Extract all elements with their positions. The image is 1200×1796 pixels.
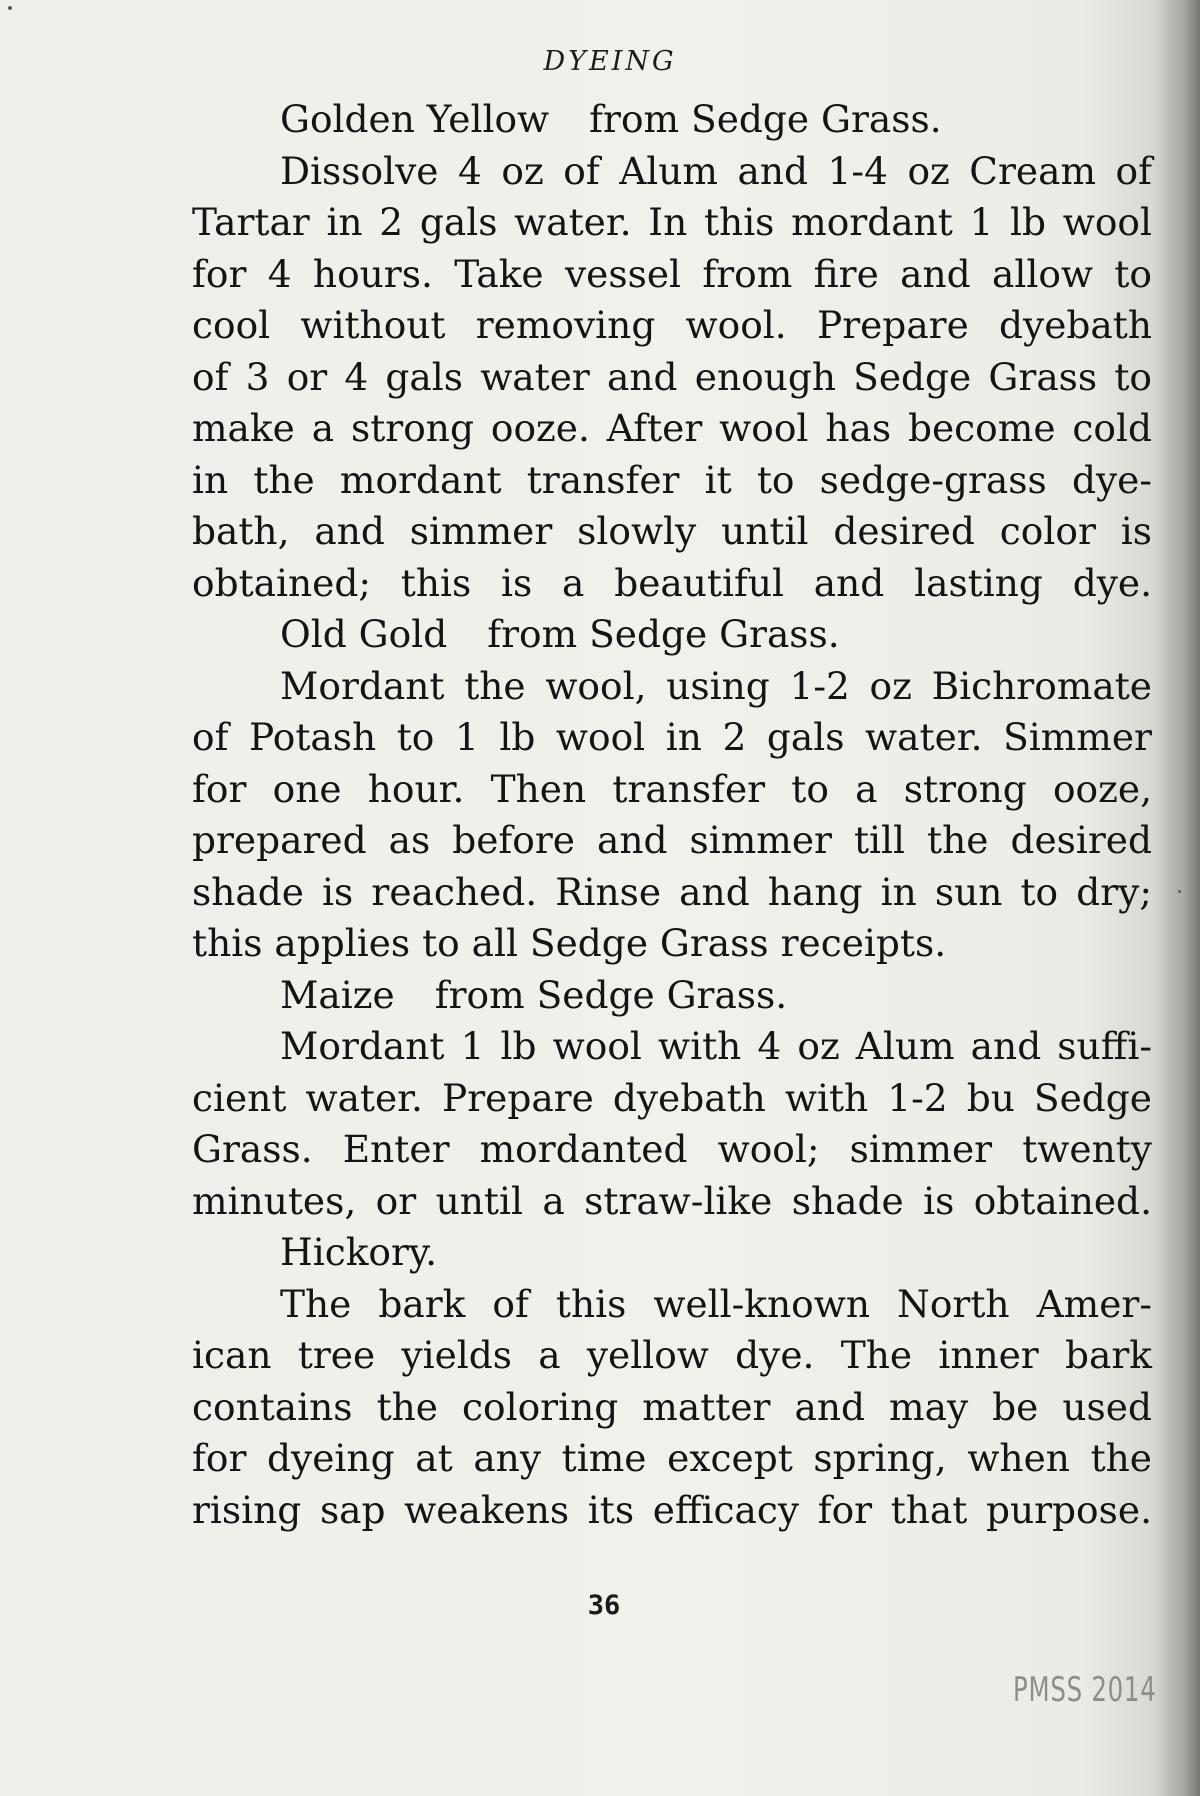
text-line: Grass. Enter mordanted wool; simmer twenty	[192, 1127, 1152, 1171]
dye-source: from Sedge Grass.	[487, 612, 840, 656]
section-heading-maize	[192, 970, 1152, 1022]
text-line: shade is reached. Rinse and hang in sun to dry;	[192, 869, 1152, 914]
paper-speck	[1178, 890, 1181, 893]
section-heading-golden-yellow	[192, 94, 1152, 146]
text-line: Mordant the wool, using 1-2 oz Bichromate	[280, 663, 1152, 708]
page-number: 36	[587, 1590, 621, 1621]
text-line: for dyeing at any time except spring, when the	[192, 1436, 1152, 1480]
dye-source: from Sedge Grass.	[589, 97, 942, 141]
binding-shadow	[1162, 0, 1200, 1796]
dye-source: from Sedge Grass.	[434, 972, 788, 1017]
text-line: Dissolve 4 oz of Alum and 1-4 oz Cream of	[280, 148, 1152, 193]
dye-color-name: Hickory.	[280, 1230, 438, 1274]
text-line: cient water. Prepare dyebath with 1-2 bu Sedge	[192, 1075, 1152, 1120]
dye-color-name: Maize	[280, 972, 395, 1017]
text-line: Mordant 1 lb wool with 4 oz Alum and suffi-	[280, 1024, 1152, 1068]
text-line: Tartar in 2 gals water. In this mordant 1 lb wool	[192, 200, 1152, 244]
paper-speck	[8, 6, 12, 10]
watermark: PMSS 2014	[1013, 1670, 1157, 1710]
text-line: prepared as before and simmer till the desired	[192, 818, 1152, 862]
text-line: ican tree yields a yellow dye. The inner bark	[192, 1333, 1152, 1377]
dye-color-name: Golden Yellow	[280, 97, 550, 141]
running-head: DYEING	[543, 46, 677, 77]
text-line: make a strong ooze. After wool has become cold	[192, 406, 1152, 450]
text-line: The bark of this well-known North Amer-	[280, 1281, 1152, 1326]
text-line: minutes, or until a straw-like shade is obtained.	[192, 1178, 1152, 1223]
section-heading-hickory	[192, 1227, 1152, 1279]
section-heading-old-gold	[192, 609, 1152, 661]
text-line: in the mordant transfer it to sedge-grass dye-	[192, 457, 1152, 502]
text-line: for one hour. Then transfer to a strong ooze,	[192, 766, 1152, 811]
text-line: cool without removing wool. Prepare dyebath	[192, 303, 1152, 347]
text-line: for 4 hours. Take vessel from fire and allow to	[192, 251, 1152, 296]
text-line: of Potash to 1 lb wool in 2 gals water. Simmer	[192, 715, 1152, 759]
text-line: bath, and simmer slowly until desired color is	[192, 509, 1152, 553]
page-body	[192, 94, 1152, 1536]
text-line: contains the coloring matter and may be used	[192, 1384, 1152, 1429]
text-line: of 3 or 4 gals water and enough Sedge Grass to	[192, 354, 1152, 399]
text-line: obtained; this is a beautiful and lasting dye.	[192, 560, 1152, 605]
text-line: rising sap weakens its efficacy for that purpose.	[192, 1487, 1152, 1532]
text-line: this applies to all Sedge Grass receipts.	[192, 921, 947, 965]
dye-color-name: Old Gold	[280, 612, 448, 656]
